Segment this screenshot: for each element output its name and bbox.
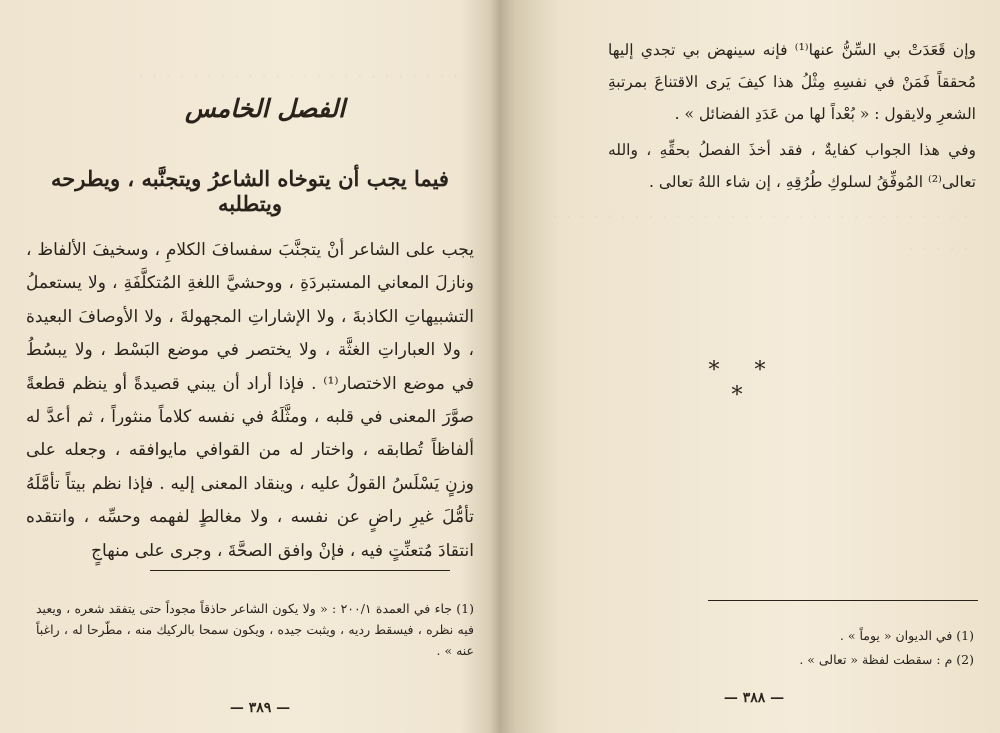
chapter-title: الفصل الخامس: [184, 94, 346, 123]
right-footnotes: [734, 624, 974, 672]
footnote-2: (2) م : سقطت لفظة « تعالى » .: [799, 652, 974, 667]
footnote-rule: [150, 570, 450, 571]
page-number: — ٣٨٨ —: [723, 690, 785, 706]
left-page: [0, 0, 496, 733]
section-separator: * * *: [708, 358, 780, 408]
right-paragraph-1: وإن قَعَدَتْ بي السِّنُّ عنها⁽¹⁾ فإنه سينهض بي تجدي إليها مُحققاً فَمَنْ في نفسِهِ مِثْلُ هذا كيفَ يَرى الاقتناعَ بمرتبةِ الشعرِ ولايقول : « بُعْداً لها من عَدَدِ الفضائل » .: [608, 41, 976, 123]
footnote-rule: [708, 600, 978, 601]
right-paragraph-2: وفي هذا الجواب كفايةٌ ، فقد أخذَ الفصلُ بحقِّهِ ، والله تعالى⁽²⁾ المُوفِّقُ لسلوكِ طُرُقِهِ ، إن شاء اللهُ تعالى .: [608, 141, 976, 191]
left-body-text: [26, 234, 474, 568]
footnote-1: (1) جاء في العمدة ٢٠٠/١ : « ولا يكون الشاعر حاذقاً مجوداً حتى يتفقد شعره ، ويعيد فيه نظره ، فيسقط رديه ، ويثبت جيده ، ويكون سمحا بالركيك منه ، مطّرحا له ، راغباً عنه » .: [36, 601, 474, 658]
left-paragraph: يجب على الشاعر أنْ يتجنَّبَ سفسافَ الكلامِ ، وسخيفَ الألفاظ ، ونازلَ المعاني المستبردَةِ ، ووحشيَّ اللغةِ المُتكلَّفَةِ ، ولا يستعملُ التشبيهاتِ الكاذبةَ ، ولا الإشاراتِ المجهولةَ ، ولا الأوصافَ البعيدة ، ولا العباراتِ الغثَّة ، ولا يختصر في موضع البَسْط ، ولا يبسُطُ في موضع الاختصار⁽¹⁾ . فإذا أراد أن يبني قصيدةً أو ينظم قطعةً صوَّرَ المعنى في قلبه ، ومثَّلَهُ في نفسه كلاماً منثوراً ، ثم أعدَّ له ألفاظاً تُطابقه ، واختار له من القوافي مايوافقه ، وجعله على وزنٍ يَسْلَسُ القولُ عليه ، وينقاد المعنى إليه . فإذا نظم بيتاً تأمَّلَهُ تأمُّلَ غيرِ راضٍ عن نفسه ، ولا مغالطٍ لفهمه وحسِّه ، وانتقده انتقادَ مُتعنِّتٍ فيه ، فإنْ وافق الصحَّةَ ، وجرى على منهاجٍ: [26, 240, 475, 561]
right-page: [504, 0, 1000, 733]
bleed-through-right: ۰ ۰ ۰ ۰ ۰ ۰ ۰ ۰ ۰ ۰ ۰ ۰ ۰ ۰ ۰ ۰ ۰ ۰ ۰ ۰ ۰ ۰ ۰ ۰ ۰ ۰ ۰ ۰ ۰ ۰ ۰ ۰ ۰ ۰ ۰ ۰: [550, 206, 970, 257]
footnote-1: (1) في الديوان « يوماً » .: [839, 628, 974, 643]
chapter-subtitle: فيما يجب أن يتوخاه الشاعرُ ويتجنَّبه ، ويطرحه ويتطلبه: [51, 166, 449, 216]
page-number: — ٣٨٩ —: [229, 700, 291, 716]
bleed-through-left: ۰ ۰ ۰ ۰ ۰ ۰ ۰ ۰ ۰ ۰ ۰ ۰ ۰ ۰ ۰ ۰ ۰ ۰ ۰ ۰ ۰ ۰ ۰ ۰: [136, 66, 460, 85]
right-body-text: [608, 34, 976, 198]
left-footnotes: [36, 598, 474, 661]
